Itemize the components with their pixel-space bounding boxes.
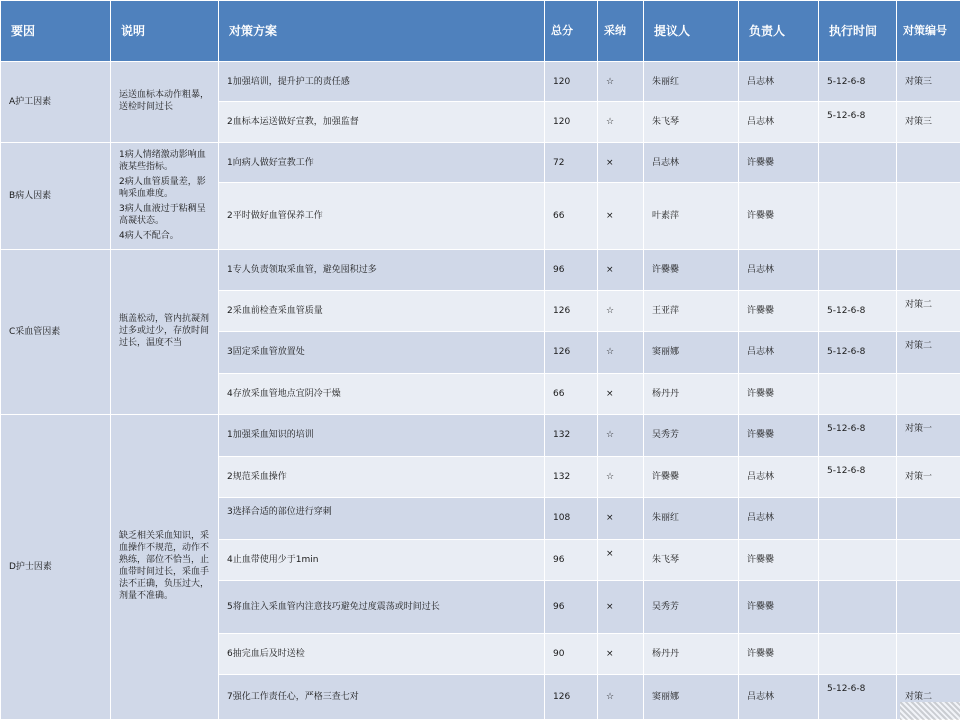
plan-cell: 1加强采血知识的培训 <box>219 415 545 457</box>
code-cell <box>897 581 960 634</box>
code-cell: 对策二 <box>897 290 960 332</box>
table-row <box>1 142 960 182</box>
plan-cell: 2血标本运送做好宣教，加强监督 <box>219 102 545 142</box>
score-cell: 120 <box>545 62 598 102</box>
adopt-cell: × <box>598 539 644 581</box>
owner-cell: 许爨爨 <box>739 373 819 415</box>
table-row <box>1 250 960 290</box>
plan-cell: 4存放采血管地点宜阴冷干燥 <box>219 373 545 415</box>
code-cell <box>897 539 960 581</box>
time-cell: 5-12-6-8 <box>819 290 897 332</box>
proposer-cell: 朱飞琴 <box>644 102 739 142</box>
owner-cell: 吕志林 <box>739 332 819 374</box>
time-cell: 5-12-6-8 <box>819 456 897 498</box>
plan-cell: 4止血带使用少于1min <box>219 539 545 581</box>
adopt-cell: ☆ <box>598 102 644 142</box>
proposer-cell: 吴秀芳 <box>644 581 739 634</box>
adopt-cell: ☆ <box>598 415 644 457</box>
proposer-cell: 朱飞琴 <box>644 539 739 581</box>
score-cell: 108 <box>545 498 598 540</box>
proposer-cell: 王亚萍 <box>644 290 739 332</box>
explain-text: 4病人不配合。 <box>119 230 179 241</box>
explain-cell <box>111 62 219 143</box>
explain-cell <box>111 142 219 249</box>
explain-cell <box>111 415 219 720</box>
header-code: 对策编号 <box>897 1 960 62</box>
header-adopt: 采纳 <box>598 1 644 62</box>
time-cell <box>819 581 897 634</box>
adopt-cell: ☆ <box>598 290 644 332</box>
proposer-cell: 许爨爨 <box>644 250 739 290</box>
code-cell: 对策二 <box>897 332 960 374</box>
owner-cell: 许爨爨 <box>739 415 819 457</box>
score-cell: 66 <box>545 183 598 250</box>
owner-cell: 许爨爨 <box>739 581 819 634</box>
score-cell: 96 <box>545 581 598 634</box>
explain-text: 缺乏相关采血知识，采血操作不规范，动作不熟练，部位不恰当，止血带时间过长，采血手法不正确，负压过大，剂量不准确。 <box>119 531 210 602</box>
factor-cell: C采血管因素 <box>1 250 111 415</box>
plan-cell: 1加强培训，提升护工的责任感 <box>219 62 545 102</box>
time-cell <box>819 498 897 540</box>
plan-cell: 7强化工作责任心，严格三查七对 <box>219 675 545 720</box>
proposer-cell: 杨丹丹 <box>644 373 739 415</box>
score-cell: 132 <box>545 415 598 457</box>
header-plan: 对策方案 <box>219 1 545 62</box>
explain-text: 2病人血管质量差，影响采血难度。 <box>119 176 206 199</box>
owner-cell: 许爨爨 <box>739 539 819 581</box>
code-cell: 对策一 <box>897 415 960 457</box>
proposer-cell: 吕志林 <box>644 142 739 182</box>
code-cell: 对策三 <box>897 62 960 102</box>
owner-cell: 许爨爨 <box>739 290 819 332</box>
code-cell <box>897 373 960 415</box>
plan-cell: 3固定采血管放置处 <box>219 332 545 374</box>
score-cell: 120 <box>545 102 598 142</box>
corner-decoration <box>900 702 960 720</box>
proposer-cell: 朱丽红 <box>644 62 739 102</box>
score-cell: 132 <box>545 456 598 498</box>
factor-cell: B病人因素 <box>1 142 111 249</box>
code-cell: 对策一 <box>897 456 960 498</box>
adopt-cell: × <box>598 250 644 290</box>
time-cell: 5-12-6-8 <box>819 675 897 720</box>
owner-cell: 许爨爨 <box>739 633 819 675</box>
score-cell: 72 <box>545 142 598 182</box>
score-cell: 66 <box>545 373 598 415</box>
plan-cell: 2采血前检查采血管质量 <box>219 290 545 332</box>
header-score: 总分 <box>545 1 598 62</box>
header-proposer: 提议人 <box>644 1 739 62</box>
code-cell <box>897 183 960 250</box>
code-cell <box>897 633 960 675</box>
adopt-cell: × <box>598 183 644 250</box>
adopt-cell: × <box>598 498 644 540</box>
owner-cell: 吕志林 <box>739 675 819 720</box>
factor-cell: D护士因素 <box>1 415 111 720</box>
owner-cell: 吕志林 <box>739 102 819 142</box>
plan-cell: 1专人负责领取采血管，避免囤积过多 <box>219 250 545 290</box>
score-cell: 96 <box>545 250 598 290</box>
adopt-cell: × <box>598 373 644 415</box>
explain-text: 运送血标本动作粗暴，送检时间过长 <box>119 89 210 112</box>
code-cell: 对策二 <box>897 675 960 720</box>
time-cell <box>819 633 897 675</box>
factor-cell: A护工因素 <box>1 62 111 143</box>
proposer-cell: 窦丽娜 <box>644 675 739 720</box>
score-cell: 126 <box>545 332 598 374</box>
proposer-cell: 叶素萍 <box>644 183 739 250</box>
score-cell: 126 <box>545 675 598 720</box>
adopt-cell: ☆ <box>598 62 644 102</box>
header-row <box>1 1 960 62</box>
time-cell <box>819 183 897 250</box>
owner-cell: 吕志林 <box>739 62 819 102</box>
adopt-cell: × <box>598 633 644 675</box>
plan-cell: 2平时做好血管保养工作 <box>219 183 545 250</box>
adopt-cell: × <box>598 142 644 182</box>
score-cell: 90 <box>545 633 598 675</box>
header-owner: 负责人 <box>739 1 819 62</box>
plan-cell: 2规范采血操作 <box>219 456 545 498</box>
code-cell: 对策三 <box>897 102 960 142</box>
owner-cell: 许爨爨 <box>739 183 819 250</box>
explain-text: 3病人血液过于粘稠呈高凝状态。 <box>119 203 206 226</box>
time-cell <box>819 539 897 581</box>
header-explain: 说明 <box>111 1 219 62</box>
proposer-cell: 杨丹丹 <box>644 633 739 675</box>
explain-text: 瓶盖松动，管内抗凝剂过多或过少，存放时间过长，温度不当 <box>119 314 210 349</box>
proposer-cell: 许爨爨 <box>644 456 739 498</box>
explain-cell <box>111 250 219 415</box>
plan-cell: 3选择合适的部位进行穿刺 <box>219 498 545 540</box>
header-factor: 要因 <box>1 1 111 62</box>
adopt-cell: × <box>598 581 644 634</box>
table-row <box>1 62 960 102</box>
adopt-cell: ☆ <box>598 456 644 498</box>
header-time: 执行时间 <box>819 1 897 62</box>
owner-cell: 吕志林 <box>739 250 819 290</box>
proposer-cell: 窦丽娜 <box>644 332 739 374</box>
code-cell <box>897 142 960 182</box>
plan-cell: 6抽完血后及时送检 <box>219 633 545 675</box>
time-cell: 5-12-6-8 <box>819 332 897 374</box>
time-cell: 5-12-6-8 <box>819 415 897 457</box>
plan-cell: 1向病人做好宣教工作 <box>219 142 545 182</box>
code-cell <box>897 250 960 290</box>
code-cell <box>897 498 960 540</box>
time-cell <box>819 142 897 182</box>
score-cell: 126 <box>545 290 598 332</box>
time-cell <box>819 373 897 415</box>
time-cell: 5-12-6-8 <box>819 62 897 102</box>
time-cell <box>819 250 897 290</box>
adopt-cell: ☆ <box>598 332 644 374</box>
plan-cell: 5将血注入采血管内注意技巧避免过度震荡或时间过长 <box>219 581 545 634</box>
owner-cell: 吕志林 <box>739 498 819 540</box>
score-cell: 96 <box>545 539 598 581</box>
proposer-cell: 朱丽红 <box>644 498 739 540</box>
table-row <box>1 415 960 457</box>
time-cell: 5-12-6-8 <box>819 102 897 142</box>
explain-text: 1病人情绪激动影响血液某些指标。 <box>119 149 206 172</box>
proposer-cell: 吴秀芳 <box>644 415 739 457</box>
adopt-cell: ☆ <box>598 675 644 720</box>
owner-cell: 吕志林 <box>739 456 819 498</box>
owner-cell: 许爨爨 <box>739 142 819 182</box>
